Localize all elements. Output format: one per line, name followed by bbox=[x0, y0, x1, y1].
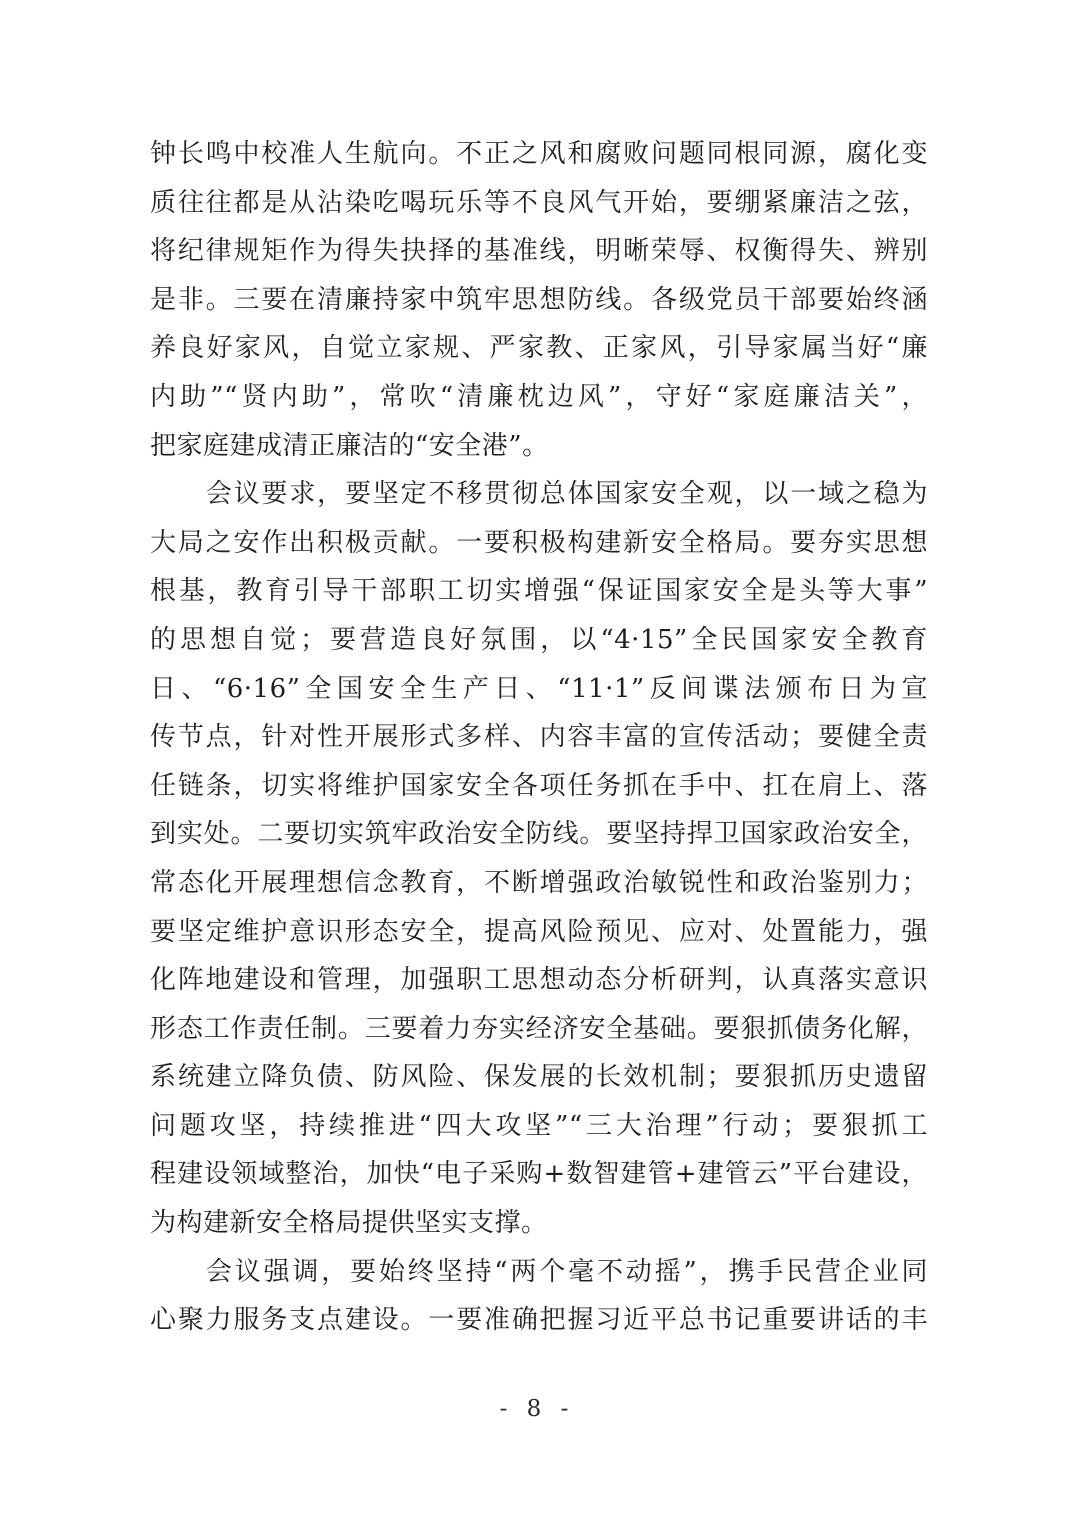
text-line: 问题攻坚，持续推进“四大攻坚”“三大治理”行动；要狠抓工 bbox=[150, 1110, 928, 1141]
text-line-paragraph-end: 为构建新安全格局提供坚实支撑。 bbox=[150, 1208, 548, 1239]
text-line-paragraph-end: 把家庭建成清正廉洁的“安全港”。 bbox=[150, 430, 549, 461]
page-footer bbox=[0, 1396, 1074, 1422]
text-line: 到实处。二要切实筑牢政治安全防线。要坚持捍卫国家政治安全， bbox=[150, 819, 928, 850]
text-line: 程建设领域整治，加快“电子采购+数智建管+建管云”平台建设， bbox=[150, 1159, 928, 1190]
text-line: 心聚力服务支点建设。一要准确把握习近平总书记重要讲话的丰 bbox=[150, 1305, 928, 1336]
text-line: 钟长鸣中校准人生航向。不正之风和腐败问题同根同源，腐化变 bbox=[150, 139, 928, 169]
document-body bbox=[150, 130, 928, 1345]
text-line-paragraph-start: 会议强调，要始终坚持“两个毫不动摇”，携手民营企业同 bbox=[205, 1256, 928, 1287]
text-line: 任链条，切实将维护国家安全各项任务抓在手中、扛在肩上、落 bbox=[150, 770, 928, 801]
text-line: 传节点，针对性开展形式多样、内容丰富的宣传活动；要健全责 bbox=[150, 722, 928, 753]
text-line: 常态化开展理想信念教育，不断增强政治敏锐性和政治鉴别力； bbox=[150, 867, 928, 898]
text-line: 大局之安作出积极贡献。一要积极构建新安全格局。要夯实思想 bbox=[150, 527, 928, 558]
text-line: 系统建立降负债、防风险、保发展的长效机制；要狠抓历史遗留 bbox=[150, 1062, 928, 1093]
text-line: 形态工作责任制。三要着力夯实经济安全基础。要狠抓债务化解， bbox=[150, 1013, 928, 1044]
text-line: 将纪律规矩作为得失抉择的基准线，明晰荣辱、权衡得失、辨别 bbox=[150, 236, 928, 267]
text-line: 要坚定维护意识形态安全，提高风险预见、应对、处置能力，强 bbox=[150, 916, 928, 947]
text-line: 日、“6·16”全国安全生产日、“11·1”反间谍法颁布日为宣 bbox=[150, 673, 928, 704]
text-line-paragraph-start: 会议要求，要坚定不移贯彻总体国家安全观，以一域之稳为 bbox=[205, 479, 928, 510]
text-line: 是非。三要在清廉持家中筑牢思想防线。各级党员干部要始终涵 bbox=[150, 284, 928, 315]
text-line: 内助”“贤内助”，常吹“清廉枕边风”，守好“家庭廉洁关”， bbox=[150, 381, 928, 412]
page-number: - 8 - bbox=[499, 1396, 575, 1422]
text-line: 化阵地建设和管理，加强职工思想动态分析研判，认真落实意识 bbox=[150, 965, 928, 996]
text-line: 质往往都是从沾染吃喝玩乐等不良风气开始，要绷紧廉洁之弦， bbox=[150, 187, 928, 218]
text-line: 的思想自觉；要营造良好氛围，以“4·15”全民国家安全教育 bbox=[150, 624, 928, 655]
text-line: 养良好家风，自觉立家规、严家教、正家风，引导家属当好“廉 bbox=[150, 333, 928, 364]
text-line: 根基，教育引导干部职工切实增强“保证国家安全是头等大事” bbox=[150, 576, 928, 607]
